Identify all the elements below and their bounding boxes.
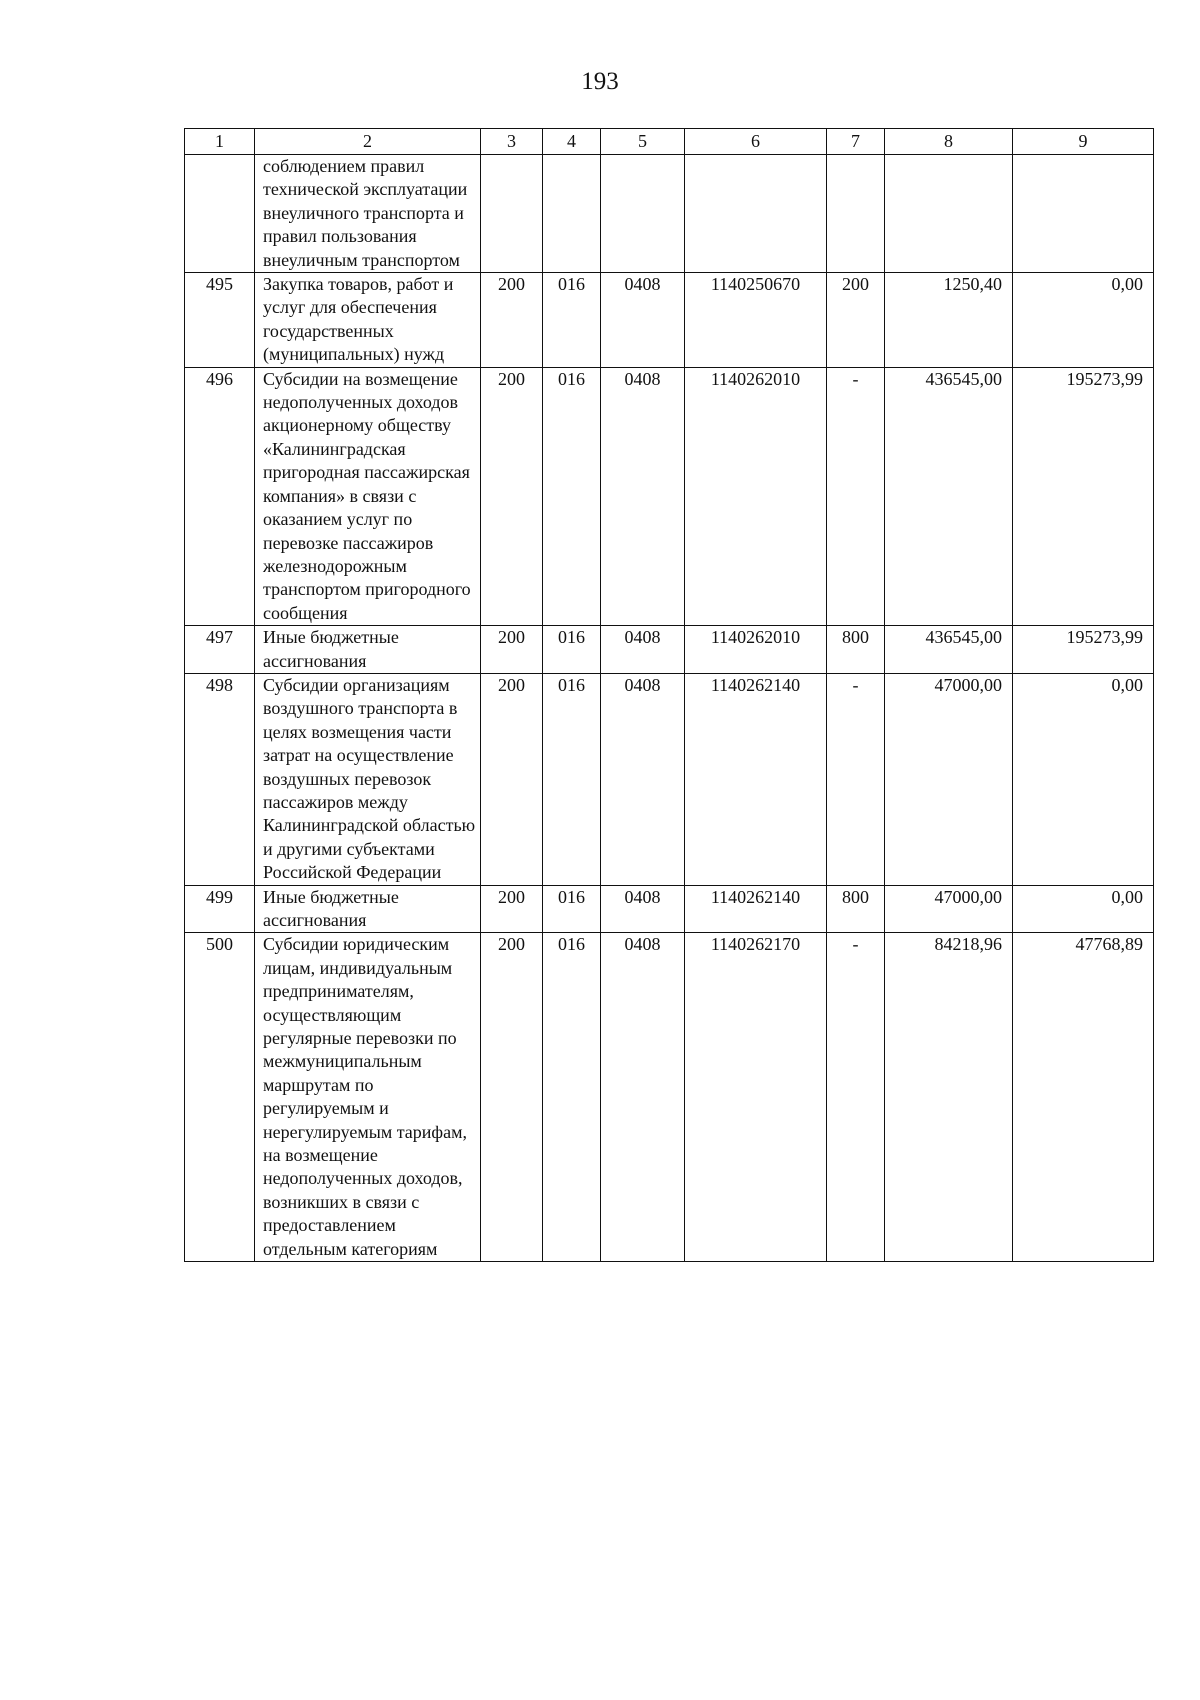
column-header: 7 [827, 129, 885, 155]
column-header: 2 [255, 129, 481, 155]
table-row [185, 933, 1154, 1262]
cell-col6: 1140262140 [685, 673, 827, 885]
column-header: 5 [601, 129, 685, 155]
row-number: 500 [185, 933, 255, 1262]
cell-col4: 016 [543, 933, 601, 1262]
cell-col3: 200 [481, 626, 543, 674]
table-row [185, 367, 1154, 625]
cell-col6: 1140262010 [685, 626, 827, 674]
cell-col3: 200 [481, 367, 543, 625]
cell-col4: 016 [543, 673, 601, 885]
cell-col9: 195273,99 [1013, 626, 1154, 674]
cell-col6: 1140250670 [685, 273, 827, 368]
row-name: Закупка товаров, работ и услуг для обеспечения государственных (муниципальных) нужд [255, 273, 481, 368]
cell-col6: 1140262140 [685, 885, 827, 933]
cell-col5: 0408 [601, 673, 685, 885]
table-header-row [185, 129, 1154, 155]
cell-col4 [543, 155, 601, 273]
table-row [185, 885, 1154, 933]
cell-col5: 0408 [601, 885, 685, 933]
table-row [185, 673, 1154, 885]
cell-col7: - [827, 367, 885, 625]
cell-col8: 436545,00 [885, 626, 1013, 674]
cell-col3: 200 [481, 673, 543, 885]
table-row [185, 626, 1154, 674]
column-header: 8 [885, 129, 1013, 155]
cell-col7 [827, 155, 885, 273]
cell-col5: 0408 [601, 933, 685, 1262]
cell-col5: 0408 [601, 367, 685, 625]
cell-col7: 800 [827, 885, 885, 933]
column-header: 4 [543, 129, 601, 155]
cell-col7: - [827, 933, 885, 1262]
cell-col9: 195273,99 [1013, 367, 1154, 625]
row-number: 498 [185, 673, 255, 885]
cell-col4: 016 [543, 885, 601, 933]
cell-col5 [601, 155, 685, 273]
cell-col8: 84218,96 [885, 933, 1013, 1262]
row-name: Субсидии юридическим лицам, индивидуальным предпринимателям, осуществляющим регулярные перевозки по межмуниципальным маршрутам по регулируемым и нерегулируемым тарифам, на возмещение недополученных доходов, возникших в связи с предоставлением отдельным категориям [255, 933, 481, 1262]
column-header: 9 [1013, 129, 1154, 155]
row-name: соблюдением правил технической эксплуатации внеуличного транспорта и правил пользования внеуличным транспортом [255, 155, 481, 273]
row-number: 496 [185, 367, 255, 625]
column-header: 1 [185, 129, 255, 155]
row-number: 499 [185, 885, 255, 933]
cell-col9: 0,00 [1013, 673, 1154, 885]
cell-col5: 0408 [601, 626, 685, 674]
cell-col5: 0408 [601, 273, 685, 368]
row-name: Иные бюджетные ассигнования [255, 885, 481, 933]
cell-col8: 1250,40 [885, 273, 1013, 368]
column-header: 3 [481, 129, 543, 155]
cell-col9: 47768,89 [1013, 933, 1154, 1262]
table-row [185, 273, 1154, 368]
row-number: 497 [185, 626, 255, 674]
cell-col8: 436545,00 [885, 367, 1013, 625]
cell-col3: 200 [481, 273, 543, 368]
table-row [185, 155, 1154, 273]
page-number: 193 [581, 68, 619, 95]
cell-col8 [885, 155, 1013, 273]
cell-col3: 200 [481, 885, 543, 933]
cell-col8: 47000,00 [885, 673, 1013, 885]
row-number [185, 155, 255, 273]
cell-col7: - [827, 673, 885, 885]
cell-col6: 1140262010 [685, 367, 827, 625]
cell-col7: 200 [827, 273, 885, 368]
budget-table [184, 128, 1154, 1262]
cell-col9: 0,00 [1013, 885, 1154, 933]
cell-col4: 016 [543, 367, 601, 625]
cell-col4: 016 [543, 626, 601, 674]
cell-col7: 800 [827, 626, 885, 674]
row-number: 495 [185, 273, 255, 368]
cell-col9 [1013, 155, 1154, 273]
column-header: 6 [685, 129, 827, 155]
cell-col4: 016 [543, 273, 601, 368]
cell-col9: 0,00 [1013, 273, 1154, 368]
row-name: Субсидии на возмещение недополученных доходов акционерному обществу «Калининградская пригородная пассажирская компания» в связи с оказанием услуг по перевозке пассажиров железнодорожным транспортом пригородного сообщения [255, 367, 481, 625]
cell-col3: 200 [481, 933, 543, 1262]
cell-col8: 47000,00 [885, 885, 1013, 933]
cell-col3 [481, 155, 543, 273]
row-name: Иные бюджетные ассигнования [255, 626, 481, 674]
cell-col6 [685, 155, 827, 273]
row-name: Субсидии организациям воздушного транспорта в целях возмещения части затрат на осуществление воздушных перевозок пассажиров между Калининградской областью и другими субъектами Российской Федерации [255, 673, 481, 885]
cell-col6: 1140262170 [685, 933, 827, 1262]
